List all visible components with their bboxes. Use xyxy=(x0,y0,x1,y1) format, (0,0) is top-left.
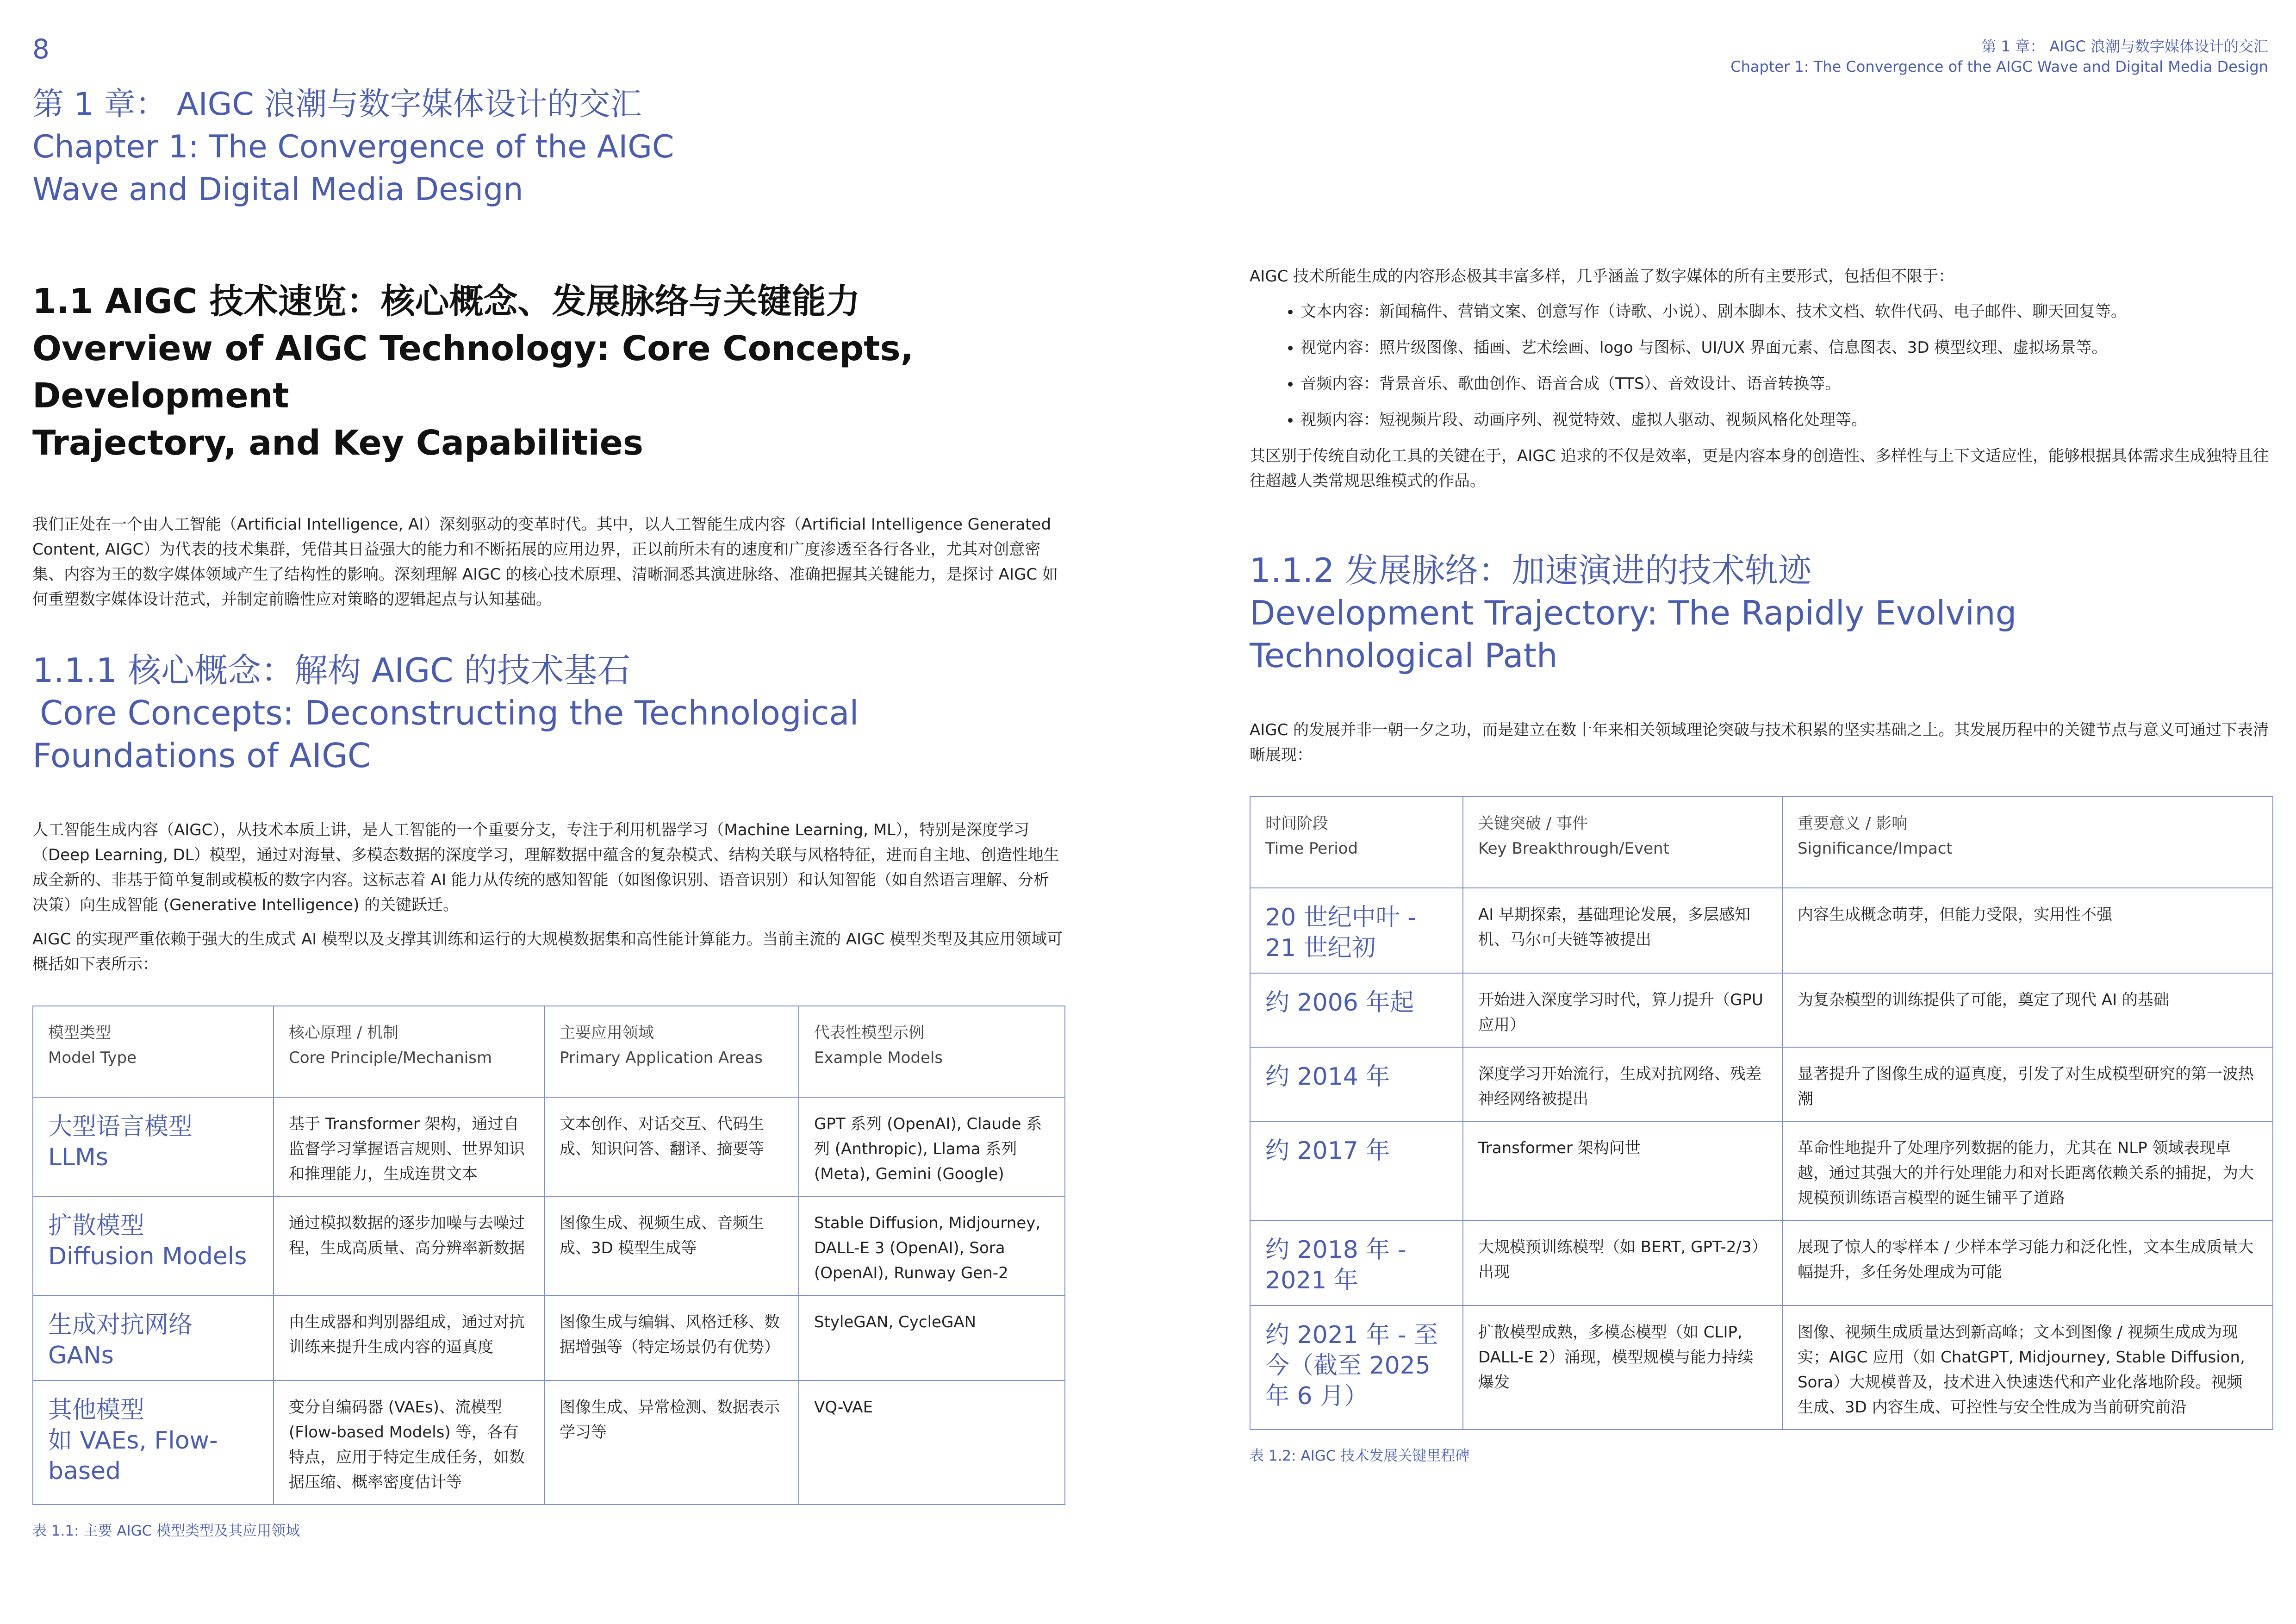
table-row xyxy=(1250,888,2273,973)
section-1-1-2-heading-cn: 1.1.2 发展脉络：加速演进的技术轨迹 xyxy=(1250,551,1812,590)
running-head xyxy=(1730,36,2268,77)
principle-cell: 变分自编码器 (VAEs)、流模型 (Flow-based Models) 等，各有特点，应用于特定生成任务，如数据压缩、概率密度估计等 xyxy=(274,1380,544,1505)
areas-cell: 文本创作、对话交互、代码生成、知识问答、翻译、摘要等 xyxy=(544,1097,799,1196)
event-cell: 大规模预训练模型（如 BERT, GPT-2/3）出现 xyxy=(1463,1220,1782,1305)
running-head-en: Chapter 1: The Convergence of the AIGC Wave and Digital Media Design xyxy=(1730,58,2268,75)
model-type-cell: 生成对抗网络 GANs xyxy=(33,1295,274,1380)
section-1-1-2-heading-en-1: Development Trajectory: The Rapidly Evolving xyxy=(1250,593,2017,632)
table-row xyxy=(33,1196,1065,1295)
period-cell: 约 2018 年 - 2021 年 xyxy=(1250,1220,1463,1305)
list-item: • 视频内容：短视频片段、动画序列、视觉特效、虚拟人驱动、视频风格化处理等。 xyxy=(1300,407,2272,432)
event-cell: 开始进入深度学习时代，算力提升（GPU 应用） xyxy=(1463,973,1782,1047)
section-1-1-heading xyxy=(32,278,1064,467)
list-item: • 视觉内容：照片级图像、插画、艺术绘画、logo 与图标、UI/UX 界面元素、信息图表、3D 模型纹理、虚拟场景等。 xyxy=(1300,335,2272,360)
section-1-1-1-heading-en-2: Foundations of AIGC xyxy=(32,736,371,775)
event-cell: Transformer 架构问世 xyxy=(1463,1121,1782,1220)
section-1-1-1-heading-en-1: Core Concepts: Deconstructing the Technological xyxy=(40,693,859,732)
page-number: 8 xyxy=(32,33,50,65)
period-cell: 约 2017 年 xyxy=(1250,1121,1463,1220)
table-header-cell: 核心原理 / 机制 Core Principle/Mechanism xyxy=(274,1006,544,1097)
period-cell: 约 2006 年起 xyxy=(1250,973,1463,1047)
table-row xyxy=(1250,1121,2273,1220)
section-1-1-heading-en-1: Overview of AIGC Technology: Core Concepts, Development xyxy=(32,329,914,416)
table-row xyxy=(1250,973,2273,1047)
right-column xyxy=(1250,264,2272,1465)
table-header-row xyxy=(1250,797,2273,888)
milestones-table xyxy=(1250,796,2273,1430)
examples-cell: StyleGAN, CycleGAN xyxy=(799,1295,1065,1380)
table-header-cell: 重要意义 / 影响 Significance/Impact xyxy=(1782,797,2273,888)
table-header-cell: 代表性模型示例 Example Models xyxy=(799,1006,1065,1097)
impact-cell: 展现了惊人的零样本 / 少样本学习能力和泛化性，文本生成质量大幅提升，多任务处理成为可能 xyxy=(1782,1220,2273,1305)
left-column xyxy=(32,278,1064,1540)
model-types-table xyxy=(32,1006,1065,1505)
areas-cell: 图像生成、视频生成、音频生成、3D 模型生成等 xyxy=(544,1196,799,1295)
section-1-1-1-heading-cn: 1.1.1 核心概念：解构 AIGC 的技术基石 xyxy=(32,651,631,690)
table2-caption: 表 1.2: AIGC 技术发展关键里程碑 xyxy=(1250,1448,1470,1464)
table-header-row xyxy=(33,1006,1065,1097)
chapter-title xyxy=(32,83,674,211)
examples-cell: VQ-VAE xyxy=(799,1380,1065,1505)
list-item: • 文本内容：新闻稿件、营销文案、创意写作（诗歌、小说）、剧本脚本、技术文档、软件代码、电子邮件、聊天回复等。 xyxy=(1300,299,2272,324)
content-forms-intro: AIGC 技术所能生成的内容形态极其丰富多样，几乎涵盖了数字媒体的所有主要形式，包括但不限于： xyxy=(1250,267,1954,286)
period-cell: 20 世纪中叶 - 21 世纪初 xyxy=(1250,888,1463,973)
table-row xyxy=(1250,1305,2273,1430)
model-type-cell: 大型语言模型 LLMs xyxy=(33,1097,274,1196)
impact-cell: 图像、视频生成质量达到新高峰；文本到图像 / 视频生成成为现实；AIGC 应用（如 ChatGPT, Midjourney, Stable Diffusion, Sora）大规模普及，技术进入快速迭代和产业化落地阶段。视频生成、3D 内容生成、可控性与安全性成为当前研究前沿 xyxy=(1782,1305,2273,1430)
table1-caption: 表 1.1: 主要 AIGC 模型类型及其应用领域 xyxy=(32,1523,300,1539)
period-cell: 约 2014 年 xyxy=(1250,1047,1463,1121)
table-header-cell: 主要应用领域 Primary Application Areas xyxy=(544,1006,799,1097)
section-1-1-2-heading-en-2: Technological Path xyxy=(1250,636,1558,675)
event-cell: 深度学习开始流行，生成对抗网络、残差神经网络被提出 xyxy=(1463,1047,1782,1121)
section-1-1-intro: 我们正处在一个由人工智能（Artificial Intelligence, AI）深刻驱动的变革时代。其中，以人工智能生成内容（Artificial Intelligence Generated Content, AIGC）为代表的技术集群，凭借其日益强大的能力和不断拓展的应用边界，正以前所未有的速度和广度渗透至各行各业，尤其对创意密集、内容为王的数字媒体领域产生了结构性的影响。深刻理解 AIGC 的核心技术原理、清晰洞悉其演进脉络、准确把握其关键能力，是探讨 AIGC 如何重塑数字媒体设计范式，并制定前瞻性应对策略的逻辑起点与认知基础。 xyxy=(32,515,1058,609)
section-1-1-heading-cn: 1.1 AIGC 技术速览：核心概念、发展脉络与关键能力 xyxy=(32,281,860,321)
chapter-title-cn: 第 1 章： AIGC 浪潮与数字媒体设计的交汇 xyxy=(32,86,642,123)
impact-cell: 显著提升了图像生成的逼真度，引发了对生成模型研究的第一波热潮 xyxy=(1782,1047,2273,1121)
examples-cell: Stable Diffusion, Midjourney, DALL-E 3 (OpenAI), Sora (OpenAI), Runway Gen-2 xyxy=(799,1196,1065,1295)
impact-cell: 革命性地提升了处理序列数据的能力，尤其在 NLP 领域表现卓越，通过其强大的并行处理能力和对长距离依赖关系的捕捉，为大规模预训练语言模型的诞生铺平了道路 xyxy=(1782,1121,2273,1220)
model-type-cell: 扩散模型 Diffusion Models xyxy=(33,1196,274,1295)
impact-cell: 内容生成概念萌芽，但能力受限，实用性不强 xyxy=(1782,888,2273,973)
table-header-cell: 时间阶段 Time Period xyxy=(1250,797,1463,888)
content-forms-list xyxy=(1250,299,2272,432)
section-1-1-1-para2: AIGC 的实现严重依赖于强大的生成式 AI 模型以及支撑其训练和运行的大规模数据集和高性能计算能力。当前主流的 AIGC 模型类型及其应用领域可概括如下表所示： xyxy=(32,930,1063,974)
model-type-cell: 其他模型 如 VAEs, Flow-based xyxy=(33,1380,274,1505)
period-cell: 约 2021 年 - 至今（截至 2025 年 6 月） xyxy=(1250,1305,1463,1430)
section-1-1-1-heading xyxy=(32,649,1064,777)
principle-cell: 通过模拟数据的逐步加噪与去噪过程，生成高质量、高分辨率新数据 xyxy=(274,1196,544,1295)
event-cell: AI 早期探索，基础理论发展，多层感知机、马尔可夫链等被提出 xyxy=(1463,888,1782,973)
table-row xyxy=(1250,1220,2273,1305)
impact-cell: 为复杂模型的训练提供了可能，奠定了现代 AI 的基础 xyxy=(1782,973,2273,1047)
section-1-1-heading-en-2: Trajectory, and Key Capabilities xyxy=(32,423,644,463)
section-1-1-2-para: AIGC 的发展并非一朝一夕之功，而是建立在数十年来相关领域理论突破与技术积累的坚实基础之上。其发展历程中的关键节点与意义可通过下表清晰展现： xyxy=(1250,721,2269,764)
table-row xyxy=(1250,1047,2273,1121)
content-forms-summary: 其区别于传统自动化工具的关键在于，AIGC 追求的不仅是效率，更是内容本身的创造性、多样性与上下文适应性，能够根据具体需求生成独特且往往超越人类常规思维模式的作品。 xyxy=(1250,447,2269,490)
running-head-cn: 第 1 章： AIGC 浪潮与数字媒体设计的交汇 xyxy=(1981,37,2268,55)
chapter-title-en-1: Chapter 1: The Convergence of the AIGC xyxy=(32,129,674,165)
event-cell: 扩散模型成熟，多模态模型（如 CLIP, DALL-E 2）涌现，模型规模与能力持续爆发 xyxy=(1463,1305,1782,1430)
principle-cell: 由生成器和判别器组成，通过对抗训练来提升生成内容的逼真度 xyxy=(274,1295,544,1380)
section-1-1-2-heading xyxy=(1250,549,2272,677)
principle-cell: 基于 Transformer 架构，通过自监督学习掌握语言规则、世界知识和推理能力，生成连贯文本 xyxy=(274,1097,544,1196)
areas-cell: 图像生成、异常检测、数据表示学习等 xyxy=(544,1380,799,1505)
table-header-cell: 模型类型 Model Type xyxy=(33,1006,274,1097)
examples-cell: GPT 系列 (OpenAI), Claude 系列 (Anthropic), Llama 系列 (Meta), Gemini (Google) xyxy=(799,1097,1065,1196)
table-row xyxy=(33,1380,1065,1505)
areas-cell: 图像生成与编辑、风格迁移、数据增强等（特定场景仍有优势） xyxy=(544,1295,799,1380)
table-row xyxy=(33,1097,1065,1196)
table-header-cell: 关键突破 / 事件 Key Breakthrough/Event xyxy=(1463,797,1782,888)
list-item: • 音频内容：背景音乐、歌曲创作、语音合成（TTS）、音效设计、语音转换等。 xyxy=(1300,371,2272,396)
chapter-title-en-2: Wave and Digital Media Design xyxy=(32,171,523,208)
table-row xyxy=(33,1295,1065,1380)
section-1-1-1-para1: 人工智能生成内容（AIGC），从技术本质上讲，是人工智能的一个重要分支，专注于利用机器学习（Machine Learning, ML），特别是深度学习（Deep Learning, DL）模型，通过对海量、多模态数据的深度学习，理解数据中蕴含的复杂模式、结构关联与风格特征，进而自主地、创造性地生成全新的、非基于简单复制或模板的数字内容。这标志着 AI 能力从传统的感知智能（如图像识别、语音识别）和认知智能（如自然语言理解、分析决策）向生成智能 (Generative Intelligence) 的关键跃迁。 xyxy=(32,821,1059,914)
